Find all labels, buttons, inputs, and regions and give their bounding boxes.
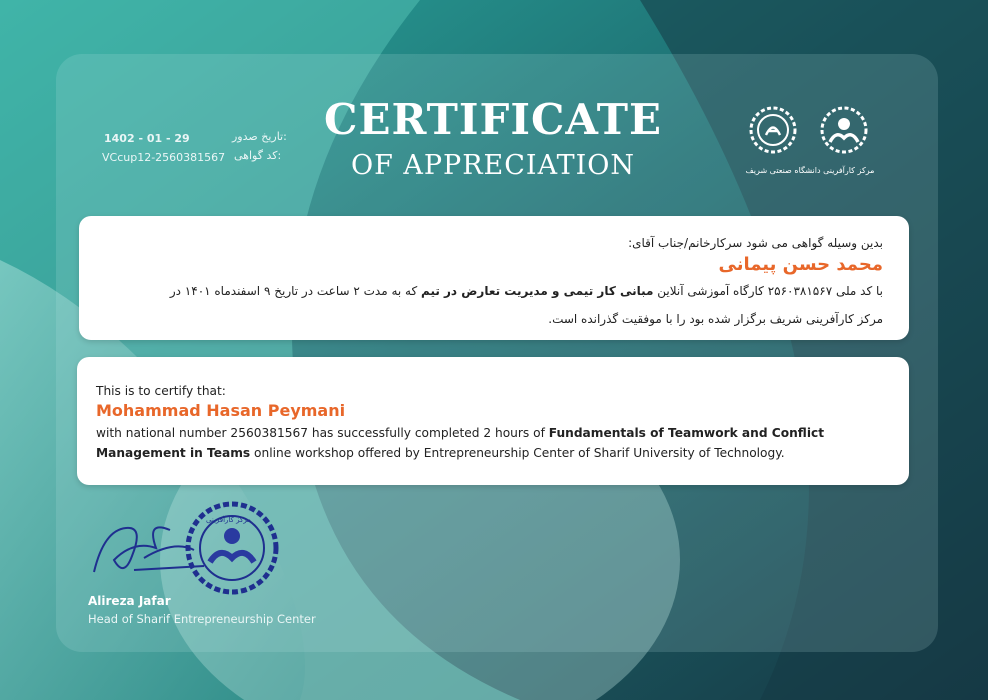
persian-body-part-a: با کد ملی ۲۵۶۰۳۸۱۵۶۷ کارگاه آموزشی آنلاین: [657, 284, 883, 298]
persian-body-line-1: [170, 284, 883, 298]
english-text-card: [77, 357, 909, 485]
seal-text: مرکز کارآفرینی: [206, 516, 251, 524]
university-logos: [746, 104, 876, 156]
persian-intro: بدین وسیله گواهی می شود سرکارخانم/جناب آقای:: [628, 236, 883, 250]
issue-date-label: تاریخ صدور:: [232, 130, 287, 143]
english-workshop-title: Fundamentals of Teamwork and Conflict Management in Teams: [96, 426, 825, 460]
english-recipient-name: Mohammad Hasan Peymani: [96, 401, 346, 420]
english-body-part-a: with national number 2560381567 has successfully completed 2 hours of: [96, 426, 549, 440]
persian-recipient-name: محمد حسن پیمانی: [718, 254, 883, 275]
sharif-university-logo-icon: [751, 108, 795, 152]
cert-code: VCcup12-2560381567: [102, 151, 226, 164]
cert-code-label: کد گواهی:: [234, 149, 282, 162]
english-body: [96, 423, 896, 463]
issue-date: 1402 - 01 - 29: [104, 132, 190, 145]
persian-body-part-b: که به مدت ۲ ساعت در تاریخ ۹ اسفندماه ۱۴۰۱ در: [169, 284, 418, 298]
signature-and-seal: [84, 500, 294, 596]
signatory-title: Head of Sharif Entrepreneurship Center: [88, 612, 316, 626]
title-certificate: CERTIFICATE: [324, 95, 662, 144]
entrepreneurship-center-logo-icon: [822, 108, 866, 152]
english-intro: This is to certify that:: [96, 384, 226, 398]
persian-body-line-2: مرکز کارآفرینی شریف برگزار شده بود را با موفقیت گذرانده است.: [548, 312, 883, 326]
title-of-appreciation: OF APPRECIATION: [350, 150, 636, 181]
signatory-name: Alireza Jafar: [88, 594, 171, 608]
english-body-part-b: online workshop offered by Entrepreneurship Center of Sharif University of Technology.: [250, 446, 785, 460]
logo-caption: مرکز کارآفرینی دانشگاه صنعتی شریف: [745, 166, 875, 175]
persian-workshop-title: مبانی کار تیمی و مدیریت تعارض در تیم: [421, 284, 654, 298]
seal-stamp-icon: [188, 504, 276, 592]
persian-text-card: [79, 216, 909, 340]
